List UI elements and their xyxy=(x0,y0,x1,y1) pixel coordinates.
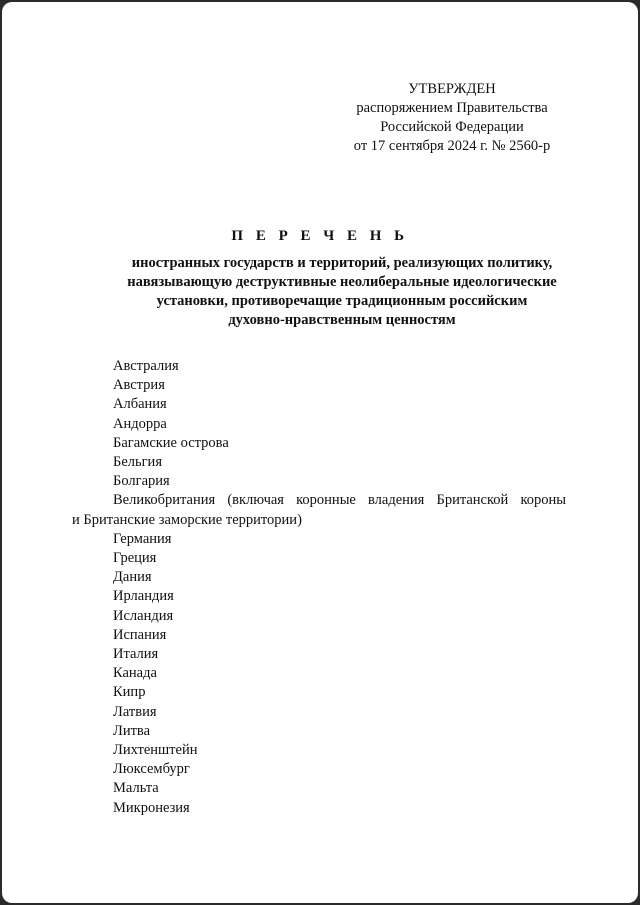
subtitle-line: духовно-нравственным ценностям xyxy=(228,312,456,328)
list-item: Мальта xyxy=(113,780,159,797)
list-item: Микронезия xyxy=(113,799,190,816)
list-item: Андорра xyxy=(113,415,167,432)
list-item: Греция xyxy=(113,550,157,567)
list-item: Канада xyxy=(113,665,157,682)
list-item: Италия xyxy=(113,646,159,663)
list-item: Литва xyxy=(113,722,151,739)
list-item: Кипр xyxy=(113,684,146,701)
list-item: Албания xyxy=(113,396,167,413)
list-item: Австралия xyxy=(113,358,179,374)
list-item: Ирландия xyxy=(113,588,174,605)
list-item: Испания xyxy=(113,626,167,643)
approval-title: УТВЕРЖДЕН xyxy=(408,81,496,97)
list-item: Болгария xyxy=(113,473,170,490)
list-item: Бельгия xyxy=(113,454,162,471)
list-item-uk-line-1: Великобритания (включая коронные владения Британской короны xyxy=(113,492,566,509)
approval-line-1: распоряжением Правительства xyxy=(356,100,548,116)
list-item: Багамские острова xyxy=(113,434,229,451)
list-item-uk xyxy=(72,491,566,529)
document-title: П Е Р Е Ч Е Н Ь xyxy=(231,228,409,244)
approval-date-line: от 17 сентября 2024 г. № 2560-р xyxy=(353,138,551,154)
list-item: Дания xyxy=(113,569,152,586)
country-list xyxy=(72,357,566,818)
approval-line-2: Российской Федерации xyxy=(380,119,524,135)
list-item: Германия xyxy=(113,530,172,547)
subtitle-line: иностранных государств и территорий, реализующих политику, xyxy=(131,255,553,271)
list-item: Люксембург xyxy=(113,761,190,778)
list-item: Австрия xyxy=(113,377,165,394)
list-item: Лихтенштейн xyxy=(113,742,198,759)
document-subtitle xyxy=(72,254,612,330)
list-item-uk-line-2: и Британские заморские территории) xyxy=(72,511,302,528)
list-item: Латвия xyxy=(113,703,157,720)
subtitle-line: установки, противоречащие традиционным российским xyxy=(156,293,528,309)
subtitle-line: навязывающую деструктивные неолиберальные идеологические xyxy=(127,274,557,290)
approval-block xyxy=(332,80,572,156)
document-page xyxy=(2,2,638,903)
list-item: Исландия xyxy=(113,607,174,624)
